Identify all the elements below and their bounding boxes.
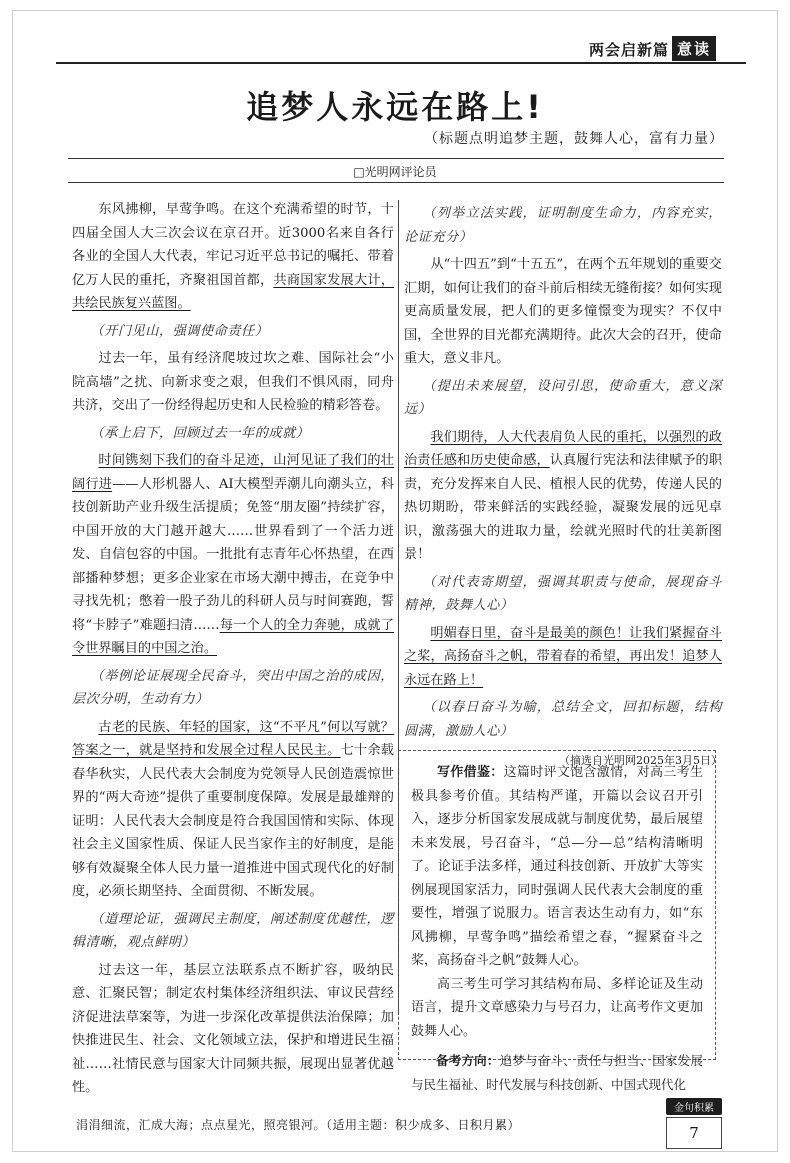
annotation: （道理论证，强调民主制度，阐述制度优越性，逻辑清晰，观点鲜明）	[72, 911, 394, 950]
header-rule	[56, 62, 746, 64]
right-column	[404, 198, 722, 773]
annotation: （举例论证展现全民奋斗，突出中国之治的成因，层次分明，生动有力）	[72, 668, 394, 707]
section-title: 两会启新篇	[589, 41, 670, 59]
writing-reference-text: 写作借鉴：这篇时评文饱含激情，对高三考生极具参考价值。其结构严谨，开篇以会议召开引入，逐步分析国家发展成就与制度优势，最后展望未来发展，号召奋斗，“总—分—总”结构清晰明了。论证手法多样，通过科技创新、开放扩大等实例展现国家活力，同时强调人民代表大会制度的重要性，增强了说服力。语言表达生动有力，如“东风拂柳，早莺争鸣”描绘希望之春，“握紧奋斗之桨，高扬奋斗之帆”鼓舞人心。	[411, 765, 703, 968]
quote-badge: 金句积累	[666, 1098, 722, 1115]
byline: □光明网评论员	[353, 165, 437, 179]
exam-prep-direction: 备考方向：追梦与奋斗、责任与担当、国家发展与民生福祉、时代发展与科技创新、中国式现代化	[411, 1053, 703, 1092]
annotation: （开门见山，强调使命责任）	[90, 323, 269, 339]
page-badge	[666, 1098, 722, 1149]
paragraph: 我们期待，人大代表肩负人民的重托，以强烈的政治责任感和历史使命感，认真履行宪法和法律赋予的职责，充分发挥来自人民、植根人民的优势，传递人民的热切期盼，带来鲜活的实践经验，凝聚发展的远见卓识，激荡强大的进取力量，绘就光照时代的壮美新图景！	[404, 429, 723, 562]
paragraph: 从“十四五”到“十五五”，在两个五年规划的重要交汇期，如何让我们的奋斗前后相续无缝衔接？如何实现更高质量发展，把人们的更多憧憬变为现实？不仅中国，全世界的目光都充满期待。此次大会的召开，使命重大，意义非凡。	[404, 257, 722, 366]
annotation: （列举立法实践，证明制度生命力，内容充实，论证充分）	[404, 206, 722, 245]
page-number: 7	[666, 1117, 722, 1149]
annotation: （以春日奋斗为喻，总结全文，回扣标题，结构圆满，激励人心）	[404, 700, 722, 739]
section-tag: 意读	[672, 36, 716, 61]
annotation: （对代表寄期望，强调其职责与使命，展现奋斗精神，鼓舞人心）	[404, 574, 722, 613]
article-title: 追梦人永远在路上!	[246, 88, 544, 126]
paragraph: 明媚春日里，奋斗是最美的颜色！让我们紧握奋斗之桨，高扬奋斗之帆，带着春的希望，再出发！追梦人永远在路上！	[404, 625, 722, 688]
paragraph: 东风拂柳，早莺争鸣。在这个充满希望的时节，十四届全国人大三次会议在京召开。近3000名来自各行各业的全国人大代表，牢记习近平总书记的嘱托、带着亿万人民的重托，齐聚祖国首都，共商国家发展大计，共绘民族复兴蓝图。	[72, 202, 395, 311]
byline-rule-bottom	[68, 182, 724, 183]
paragraph: 过去这一年，基层立法联系点不断扩容，吸纳民意、汇聚民智；制定农村集体经济组织法、审议民营经济促进法草案等，为进一步深化改革提供法治保障；加快推进民生、社会、文化领域立法，保护和增进民生福祉……社情民意与国家大计同频共振，展现出显著优越性。	[72, 962, 394, 1095]
paragraph: 时间镌刻下我们的奋斗足迹，山河见证了我们的壮阔行进——人形机器人、AI大模型弄潮儿向潮头立，科技创新助产业升级生活提质；免签“朋友圈”持续扩容，中国开放的大门越开越大……世界看到了一个活力迸发、自信包容的中国。一批批有志青年心怀热望，在西部播种梦想；更多企业家在市场大潮中搏击，在竞争中寻找先机；憋着一股子劲儿的科研人员与时间赛跑，誓将“卡脖子”难题扫清……每一个人的全力奔驰，成就了令世界瞩目的中国之治。	[72, 453, 395, 656]
writing-reference-text: 高三考生可学习其结构布局、多样论证及生动语言，提升文章感染力与号召力，让高考作文更加鼓舞人心。	[411, 976, 703, 1039]
footer-quote: 涓涓细流，汇成大海；点点星光，照亮银河。（适用主题：积少成多、日积月累）	[76, 1118, 521, 1132]
paragraph: 古老的民族、年轻的国家，这“不平凡”何以写就？答案之一，就是坚持和发展全过程人民民主。七十余载春华秋实，人民代表大会制度为党领导人民创造震惊世界的“两大奇迹”提供了重要制度保障。发展是最雄辩的证明：人民代表大会制度是符合我国国情和实际、体现社会主义国家性质、保证人民当家作主的好制度，是能够有效凝聚全体人民力量一道推进中国式现代化的好制度，必须长期坚持、全面贯彻、不断发展。	[72, 719, 394, 899]
annotation: （提出未来展望，设问引思，使命重大，意义深远）	[404, 378, 722, 417]
writing-reference-box	[398, 750, 716, 1092]
title-annotation: （标题点明追梦主题，鼓舞人心，富有力量）	[424, 131, 724, 147]
byline-rule-top	[68, 158, 724, 159]
annotation: （承上启下，回顾过去一年的成就）	[90, 425, 310, 441]
left-column	[72, 198, 394, 1100]
paragraph: 过去一年，虽有经济爬坡过坎之难、国际社会“小院高墙”之扰、向新求变之艰，但我们不惧风雨，同舟共济，交出了一份经得起历史和人民检验的精彩答卷。	[72, 351, 394, 413]
source-citation: （摘选自光明网2025年3月5日）	[559, 754, 722, 767]
